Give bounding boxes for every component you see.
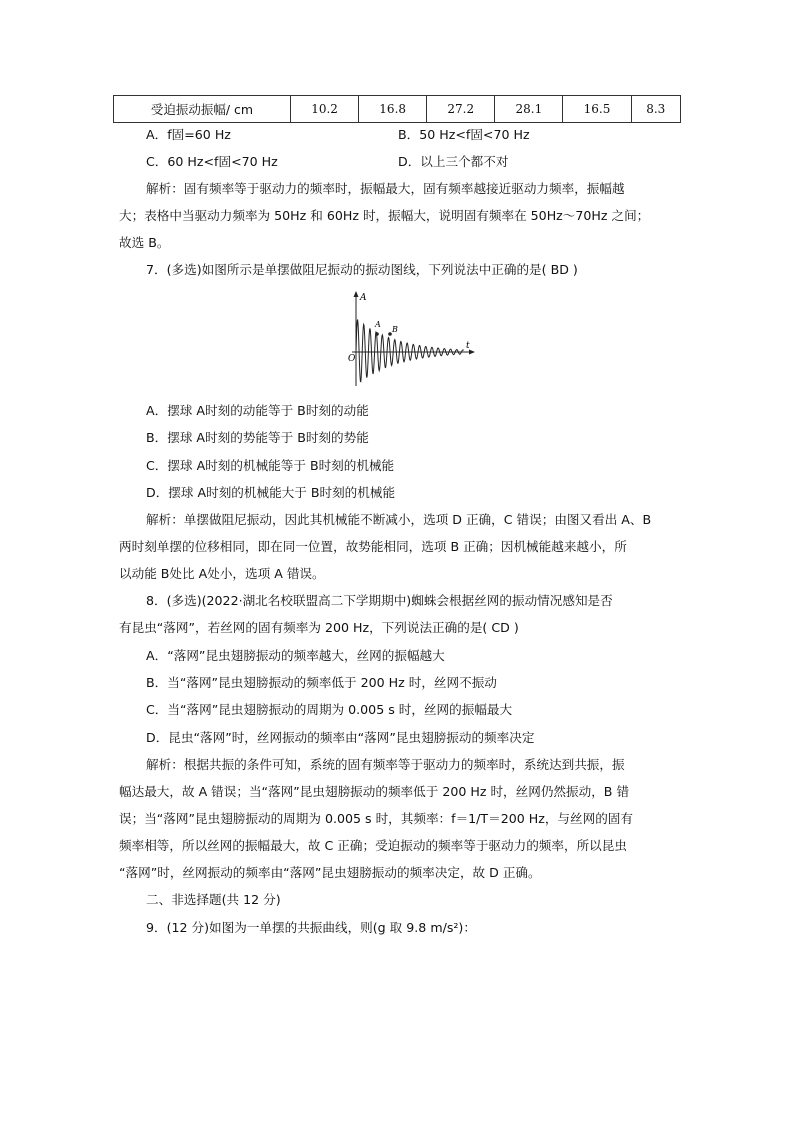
q7-option-a: A．摆球 A时刻的动能等于 B时刻的动能 <box>146 403 369 418</box>
point-b-label: B <box>392 325 398 334</box>
q8-analysis-line: 幅达最大，故 A 错误；当“落网”昆虫翅膀振动的频率低于 200 Hz 时，丝网仍然振动，B 错 <box>119 784 630 799</box>
section-heading: 二、非选择题(共 12 分) <box>146 892 281 907</box>
q7-stem: 7．(多选)如图所示是单摆做阻尼振动的振动图线，下列说法中正确的是( BD ) <box>146 262 578 277</box>
y-axis-label: A <box>360 293 367 303</box>
table-cell: 8.3 <box>631 96 680 123</box>
q6-option-c: C．60 Hz<f固<70 Hz <box>146 154 278 169</box>
q8-option-a: A．“落网”昆虫翅膀振动的频率越大，丝网的振幅越大 <box>146 648 445 663</box>
q7-analysis-line: 两时刻单摆的位移相同，即在同一位置，故势能相同，选项 B 正确；因机械能越来越小，所 <box>119 539 627 554</box>
q6-option-b: B．50 Hz<f固<70 Hz <box>398 127 530 142</box>
table-cell: 28.1 <box>495 96 563 123</box>
x-axis-label: t <box>466 341 470 351</box>
q8-stem: 8．(多选)(2022·湖北名校联盟高二下学期期中)蜘蛛会根据丝网的振动情况感知是否 <box>146 593 613 608</box>
damped-oscillation-figure <box>344 288 476 388</box>
q6-analysis-line: 解析：固有频率等于驱动力的频率时，振幅最大，固有频率越接近驱动力频率，振幅越 <box>146 181 625 196</box>
amplitude-table <box>113 95 681 123</box>
q7-analysis-line: 解析：单摆做阻尼振动，因此其机械能不断减小，选项 D 正确，C 错误；由图又看出 A、B <box>146 512 652 527</box>
q8-stem: 有昆虫“落网”，若丝网的固有频率为 200 Hz，下列说法正确的是( CD ) <box>119 620 519 635</box>
x-axis-arrow <box>469 350 475 355</box>
point-a-marker <box>375 332 379 336</box>
q8-option-b: B．当“落网”昆虫翅膀振动的频率低于 200 Hz 时，丝网不振动 <box>146 675 497 690</box>
q8-analysis-line: 误；当“落网”昆虫翅膀振动的周期为 0.005 s 时，其频率：f＝1/T＝200 Hz，与丝网的固有 <box>119 811 633 826</box>
table-cell: 27.2 <box>427 96 495 123</box>
q8-analysis-line: “落网”时，丝网振动的频率由“落网”昆虫翅膀振动的频率决定，故 D 正确。 <box>119 865 541 880</box>
table-cell: 16.8 <box>359 96 427 123</box>
origin-label: O <box>348 354 356 364</box>
q7-option-c: C．摆球 A时刻的机械能等于 B时刻的机械能 <box>146 458 395 473</box>
q7-analysis-line: 以动能 B处比 A处小，选项 A 错误。 <box>119 566 325 581</box>
q6-analysis-line: 大；表格中当驱动力频率为 50Hz 和 60Hz 时，振幅大，说明固有频率在 50Hz～70Hz 之间； <box>119 208 650 223</box>
damped-oscillation-curve <box>356 319 464 381</box>
q6-option-d: D．以上三个都不对 <box>398 154 509 169</box>
y-axis-arrow <box>354 291 359 297</box>
table-row <box>114 96 681 123</box>
q8-option-d: D．昆虫“落网”时，丝网振动的频率由“落网”昆虫翅膀振动的频率决定 <box>146 730 535 745</box>
table-cell: 16.5 <box>563 96 631 123</box>
q7-option-b: B．摆球 A时刻的势能等于 B时刻的势能 <box>146 430 369 445</box>
table-row-label: 受迫振动振幅/ cm <box>114 96 291 123</box>
q6-analysis-line: 故选 B。 <box>119 235 170 250</box>
q8-option-c: C．当“落网”昆虫翅膀振动的周期为 0.005 s 时，丝网的振幅最大 <box>146 702 513 717</box>
point-a-label: A <box>375 320 381 329</box>
q8-analysis-line: 解析：根据共振的条件可知，系统的固有频率等于驱动力的频率时，系统达到共振，振 <box>146 757 625 772</box>
q6-option-a: A．f固=60 Hz <box>146 127 231 142</box>
q9-stem: 9．(12 分)如图为一单摆的共振曲线，则(g 取 9.8 m/s²)： <box>146 920 476 935</box>
q7-option-d: D．摆球 A时刻的机械能大于 B时刻的机械能 <box>146 485 396 500</box>
table-cell: 10.2 <box>291 96 359 123</box>
q8-analysis-line: 频率相等，所以丝网的振幅最大，故 C 正确；受迫振动的频率等于驱动力的频率，所以昆虫 <box>119 838 627 853</box>
